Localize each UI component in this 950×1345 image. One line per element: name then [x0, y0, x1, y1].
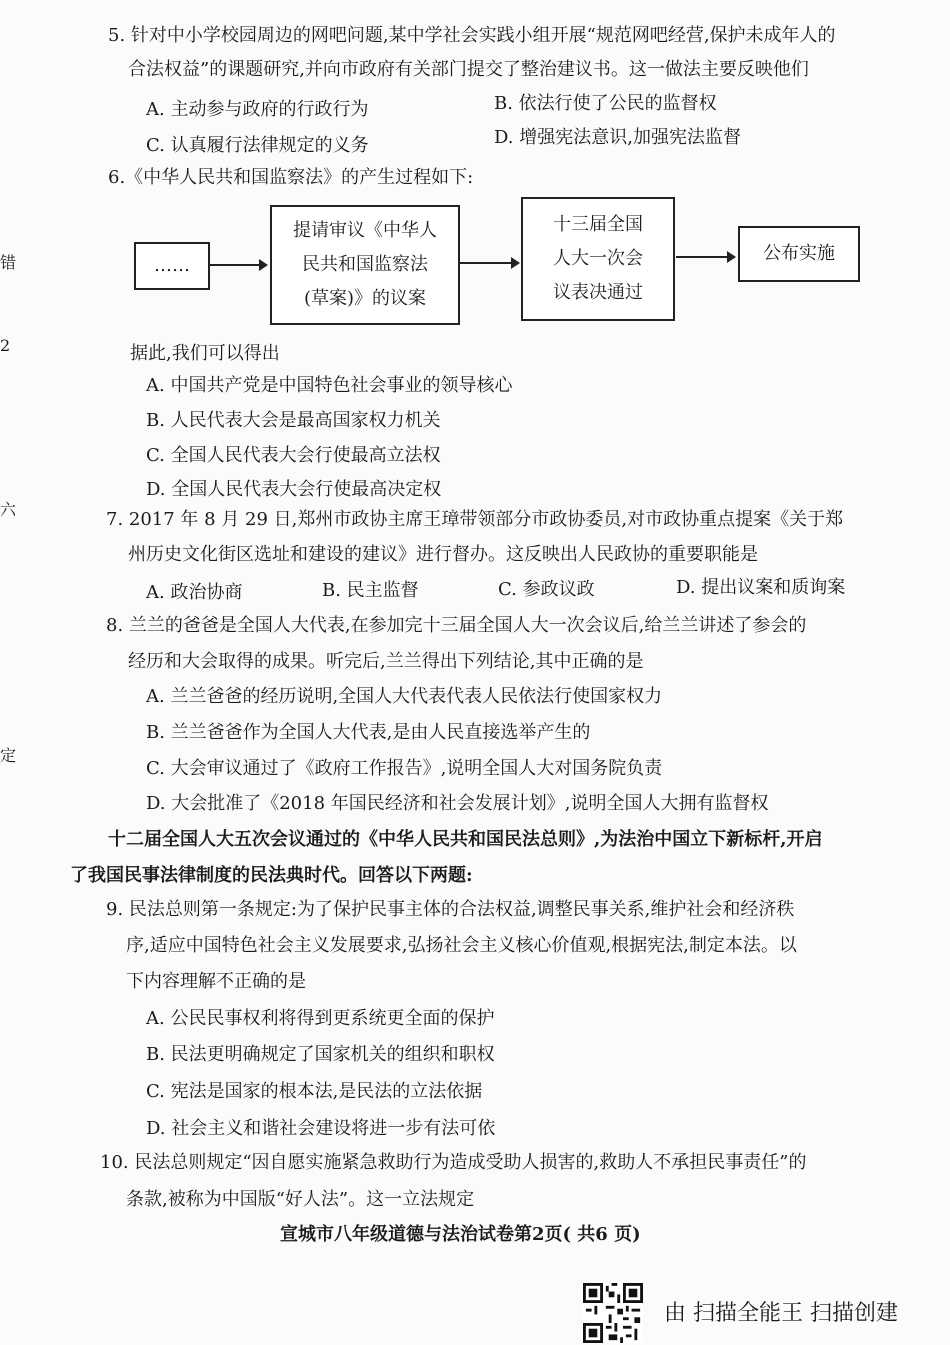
margin-fragment: 错 — [0, 253, 17, 272]
flow-arrow — [676, 256, 734, 258]
flow-step-label: 公布实施 — [763, 243, 835, 264]
question-7-option-a: A. 政治协商 — [146, 582, 243, 603]
question-5-option-c: C. 认真履行法律规定的义务 — [146, 135, 369, 156]
question-6-option-a: A. 中国共产党是中国特色社会事业的领导核心 — [146, 375, 513, 396]
margin-fragment: 定 — [0, 746, 17, 765]
flow-step-2 — [270, 205, 460, 325]
flow-step-1 — [134, 242, 210, 290]
flow-step-label: (草案)》的议案 — [303, 288, 427, 309]
question-7-option-c: C. 参政议政 — [498, 579, 595, 600]
question-9-option-c: C. 宪法是国家的根本法,是民法的立法依据 — [146, 1081, 483, 1102]
question-8-stem: 8. 兰兰的爸爸是全国人大代表,在参加完十三届全国人大一次会议后,给兰兰讲述了参会的 — [106, 615, 807, 636]
question-9-option-b: B. 民法更明确规定了国家机关的组织和职权 — [146, 1044, 495, 1065]
margin-fragment: 2 — [0, 336, 11, 355]
question-7-option-d: D. 提出议案和质询案 — [676, 577, 846, 598]
flow-step-label: 人大一次会 — [553, 248, 643, 269]
question-9-option-d: D. 社会主义和谐社会建设将进一步有法可依 — [146, 1118, 496, 1139]
question-7-stem: 州历史文化街区选址和建设的建议》进行督办。这反映出人民政协的重要职能是 — [128, 544, 758, 565]
material-intro: 了我国民事法律制度的民法典时代。回答以下两题: — [70, 865, 473, 886]
question-6-option-c: C. 全国人民代表大会行使最高立法权 — [146, 445, 441, 466]
question-8-option-a: A. 兰兰爸爸的经历说明,全国人大代表代表人民依法行使国家权力 — [146, 686, 663, 707]
question-6-option-d: D. 全国人民代表大会行使最高决定权 — [146, 479, 442, 500]
flow-step-4 — [738, 226, 860, 282]
question-6-lead: 据此,我们可以得出 — [130, 343, 280, 364]
flow-step-label: …… — [154, 255, 190, 276]
question-6-option-b: B. 人民代表大会是最高国家权力机关 — [146, 410, 441, 431]
question-8-option-b: B. 兰兰爸爸作为全国人大代表,是由人民直接选举产生的 — [146, 722, 591, 743]
question-9-stem: 序,适应中国特色社会主义发展要求,弘扬社会主义核心价值观,根据宪法,制定本法。以 — [126, 935, 797, 956]
question-10-stem: 10. 民法总则规定“因自愿实施紧急救助行为造成受助人损害的,救助人不承担民事责任”的 — [100, 1152, 807, 1173]
flow-step-3 — [521, 197, 675, 321]
question-7-option-b: B. 民主监督 — [322, 580, 419, 601]
question-10-stem: 条款,被称为中国版“好人法”。这一立法规定 — [126, 1189, 475, 1210]
question-8-option-c: C. 大会审议通过了《政府工作报告》,说明全国人大对国务院负责 — [146, 758, 663, 779]
flow-step-label: 提请审议《中华人 — [293, 220, 437, 241]
flow-step-label: 十三届全国 — [553, 214, 643, 235]
question-8-stem: 经历和大会取得的成果。听完后,兰兰得出下列结论,其中正确的是 — [128, 651, 644, 672]
question-5-stem: 5. 针对中小学校园周边的网吧问题,某中学社会实践小组开展“规范网吧经营,保护未成年人的 — [108, 25, 836, 46]
question-6-stem: 6.《中华人民共和国监察法》的产生过程如下: — [108, 167, 474, 188]
question-9-stem: 9. 民法总则第一条规定:为了保护民事主体的合法权益,调整民事关系,维护社会和经济秩 — [106, 899, 795, 920]
scanner-watermark: 由 扫描全能王 扫描创建 — [664, 1301, 898, 1326]
question-9-stem: 下内容理解不正确的是 — [126, 971, 306, 992]
flow-step-label: 民共和国监察法 — [302, 254, 428, 275]
question-5-option-a: A. 主动参与政府的行政行为 — [146, 99, 369, 120]
flow-arrow — [460, 262, 518, 264]
question-8-option-d: D. 大会批准了《2018 年国民经济和社会发展计划》,说明全国人大拥有监督权 — [146, 793, 769, 814]
material-intro: 十二届全国人大五次会议通过的《中华人民共和国民法总则》,为法治中国立下新标杆,开启 — [108, 829, 823, 850]
question-5-option-d: D. 增强宪法意识,加强宪法监督 — [494, 127, 741, 148]
question-5-option-b: B. 依法行使了公民的监督权 — [494, 93, 717, 114]
margin-fragment: 六 — [0, 500, 17, 519]
question-7-stem: 7. 2017 年 8 月 29 日,郑州市政协主席王璋带领部分市政协委员,对市政协重点提案《关于郑 — [106, 509, 844, 530]
page-footer: 宣城市八年级道德与法治试卷第2页( 共6 页) — [280, 1224, 641, 1245]
qr-code-icon — [583, 1283, 643, 1343]
question-9-option-a: A. 公民民事权利将得到更系统更全面的保护 — [146, 1008, 495, 1029]
flow-step-label: 议表决通过 — [553, 282, 643, 303]
flow-arrow — [210, 264, 266, 266]
question-5-stem: 合法权益”的课题研究,并向市政府有关部门提交了整治建议书。这一做法主要反映他们 — [128, 59, 809, 80]
